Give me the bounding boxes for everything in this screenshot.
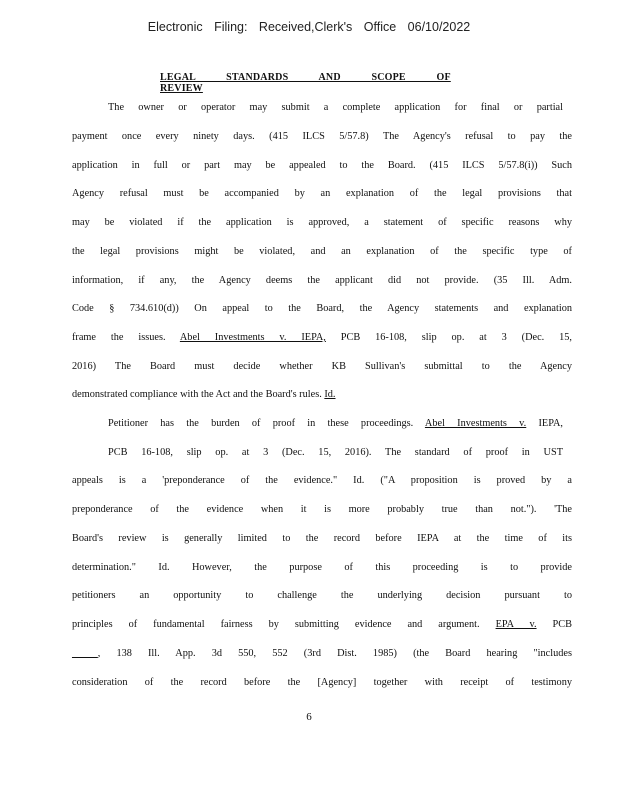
section-title: LEGAL STANDARDS AND SCOPE OF REVIEW [160, 72, 451, 94]
body-line [72, 332, 572, 343]
text-run: Board's review is generally limited to the record before IEPA at the time of its [72, 533, 572, 544]
text-run: may be violated if the application is approved, a statement of specific reasons why [72, 217, 572, 228]
body-line [72, 590, 572, 601]
body-line [108, 102, 563, 113]
text-run: PCB 16-108, slip op. at 3 (Dec. 15, 2016). The standard of proof in UST [108, 447, 563, 458]
filing-header: Electronic Filing: Received,Clerk's Office 06/10/2022 [147, 20, 471, 34]
text-run: IEPA, [526, 418, 564, 429]
text-run: frame the issues. [72, 332, 180, 343]
body-line [72, 246, 572, 257]
text-run: determination." Id. However, the purpose of this proceeding is to provide [72, 562, 572, 573]
body-line [108, 447, 563, 458]
body-line [72, 562, 572, 573]
body-line [72, 504, 572, 515]
page-number: 6 [306, 711, 312, 723]
text-run: information, if any, the Agency deems the applicant did not provide. (35 Ill. Adm. [72, 275, 572, 286]
body-line [72, 160, 572, 171]
text-run: PCB 16-108, slip op. at 3 (Dec. 15, [325, 332, 572, 343]
citation-text: EPA v. [495, 619, 537, 630]
body-line [72, 619, 572, 630]
text-run: payment once every ninety days. (415 ILCS 5/57.8) The Agency's refusal to pay the [72, 131, 572, 142]
body-line [72, 275, 572, 286]
citation-text: _____ [72, 648, 98, 659]
text-run: demonstrated compliance with the Act and the Board's rules. [72, 389, 325, 400]
body-line [72, 188, 572, 199]
text-run: Agency refusal must be accompanied by an explanation of the legal provisions that [72, 188, 572, 199]
text-run: application in full or part may be appealed to the Board. (415 ILCS 5/57.8(i)) Such [72, 160, 572, 171]
text-run: PCB [536, 619, 572, 630]
text-run: consideration of the record before the [Agency] together with receipt of testimony [72, 677, 572, 688]
body-line [72, 677, 572, 688]
body-line [108, 418, 563, 429]
body-line [72, 361, 572, 372]
text-run: , 138 Ill. App. 3d 550, 552 (3rd Dist. 1985) (the Board hearing "includes [97, 648, 572, 659]
text-run: Petitioner has the burden of proof in these proceedings. [108, 418, 425, 429]
text-run: Code § 734.610(d)) On appeal to the Board, the Agency statements and explanation [72, 303, 572, 314]
text-run: the legal provisions might be violated, and an explanation of the specific type of [72, 246, 572, 257]
citation-text: Abel Investments v. IEPA, [179, 332, 326, 343]
text-run: petitioners an opportunity to challenge the underlying decision pursuant to [72, 590, 572, 601]
body-line [72, 303, 572, 314]
citation-text: Id. [324, 389, 336, 400]
text-run: The owner or operator may submit a complete application for final or partial [108, 102, 563, 113]
text-run: principles of fundamental fairness by submitting evidence and argument. [72, 619, 496, 630]
text-run: preponderance of the evidence when it is more probably true than not."). 'The [72, 504, 572, 515]
body-line [72, 131, 572, 142]
body-line [72, 389, 572, 400]
body-line [72, 533, 572, 544]
text-run: appeals is a 'preponderance of the evidence." Id. ("A proposition is proved by a [72, 475, 572, 486]
citation-text: Abel Investments v. [424, 418, 527, 429]
text-run: 2016) The Board must decide whether KB Sullivan's submittal to the Agency [72, 361, 572, 372]
body-line [72, 648, 572, 659]
body-line [72, 217, 572, 228]
body-line [72, 475, 572, 486]
